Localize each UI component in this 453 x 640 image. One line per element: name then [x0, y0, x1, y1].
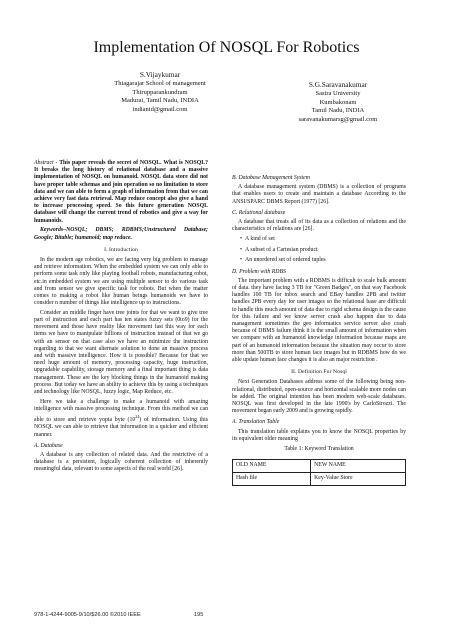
author-affiliation: Sastra University	[315, 90, 361, 97]
paragraph: The important problem with a RDBMS is difficult to scale bulk amount of data. they have facing 3 TB for "Green Badges", on that way Facebook handles 100 TB for inbox search and EBay handles 2PB and twitter handles 2PB every day for user images so the relational base are difficult to handle this much amount of data due to rigid schema design is the cause for this failure and we know server crash also happen due to data management sometimes the geo informatics service server also crash because of DBMS failure think it is the small amount of information when we compare with an humanoid knowledge information because maps are part of an humanoid information because the situation may occur to store more than 500TB to store human face images but in RDBMS how do we able update human face changes it is also an major restriction .	[232, 277, 406, 363]
paper-title: Implementation Of NOSQL For Robotics	[93, 39, 360, 56]
superscript: 24	[135, 414, 140, 420]
paragraph: A database is any collection of related data. And the restrictive of a database is a persistent, logically coherent collection of inherently meaningful data, relevant to some aspects of the real world [26].	[34, 451, 208, 473]
paragraph: A database management system (DBMS) is a collection of programs that enables users to create and maintain a database According to the ANSI/SPARC DBMS Report (1977) [26].	[232, 184, 406, 205]
table-header-row	[233, 459, 406, 472]
section-heading: I. Introduction	[104, 246, 138, 253]
section-heading: II. Definition For Nosql	[291, 369, 347, 376]
author-block-1	[85, 70, 235, 114]
author-affiliation: Thiagarajar School of management	[114, 80, 206, 87]
keywords: Keywords–NOSQL; DBMS; RDBMS;Unstructured Database; Google; Bitable; humanoid; map reduce.	[34, 227, 208, 241]
abstract-text: This paper reveals the secret of NOSQL. What is NOSQL? It breaks the long history of relational database and a massive implementation of NOSQL on humanoid. NOSQL data store did not have proper table schemas and join operation so no limitation to store data and we can able to form a graph of information from that we can achieve very fast data retrieval. Map reduce concept also give a hand to increase processing speed. So this future generation NOSQL database will change the current trend of robotics and give a way for humanoids.	[34, 160, 208, 224]
paragraph	[34, 399, 208, 439]
list-item: • An unordered set of ordered tuples	[240, 257, 406, 264]
table-header-cell: NEW NAME	[311, 459, 406, 472]
bullet-list	[232, 236, 406, 265]
subsection-heading: A. Translation Table	[232, 419, 280, 426]
subsection-heading: C. Relational database	[232, 209, 286, 216]
paragraph-text: ) of information. Using this NOSQL we can able to retrieve that information in a quicker and efficient manner.	[34, 417, 208, 438]
list-item: • A subset of a Cartesian product	[240, 247, 406, 254]
paragraph: A database that treats all of its data as a collection of relations and the characteristics of relations are [26].	[232, 219, 406, 233]
left-column	[34, 160, 208, 476]
table-row	[233, 472, 406, 485]
author-email: indianid@gmail.com	[132, 105, 188, 113]
paragraph: Next Generation Databases address some of the following being non-relational, distributed, open-source and horizontal scalable more nodes can be added. The original intention has been modern web-scale databases. NOSQL was first developed in the late 1990's by CarloStrozzi. The movement began early 2009 and is growing rapidly.	[232, 379, 406, 415]
table-cell: Hash file	[233, 472, 311, 485]
isbn-copyright: 978-1-4244-9005-9/10/$26.00 ©2010 IEEE	[34, 612, 141, 618]
author-affiliation: Tamil Nadu, INDIA	[311, 107, 365, 115]
abstract	[34, 160, 208, 225]
abstract-lead: Abstract -	[34, 160, 58, 166]
author-affiliation: Madurai, Tamil Nadu, INDIA	[121, 97, 199, 105]
page-number: 195	[194, 612, 204, 618]
table-cell: Key-Value Store	[311, 472, 406, 485]
subsection-heading: D. Problem with RDBS	[232, 268, 286, 275]
author-affiliation: Kumbakonam	[319, 98, 357, 106]
author-email: saravanakumarsg@gmail.com	[298, 115, 378, 123]
paragraph: In the modern age robotics, we are facing very big problem to manage and retrieve information. When the embedded system we can only able to perform some task only like playing football robots, manufacturing robot, etc.in embedded system we are using multiple sensor to do various task and from sensor we give specific task for robots. But when the matter comes to making a robot like human beings humanoids we have to consider n number of things like intelligence up to instructions.	[34, 256, 208, 307]
table-caption: Table 1: Keyword Translation	[284, 445, 354, 452]
table-header-cell: OLD NAME	[233, 459, 311, 472]
author-name: S.Vijaykumar	[139, 70, 181, 79]
keyword-table	[232, 459, 406, 486]
right-column	[232, 163, 406, 486]
paragraph: Consider an middle finger have tree joints for that we want to give tree part of instruction and each part has ten states fuzzy sets (0to9) for the movement and those have reality like movement fast this way for each items we have to manipulate billions of instruction instead of that we go with an sensor on that case also we have an minimize the instruction regarding to that we want alternate solution to done an massive process and with massive intelligence. How it is possible? Because for that we need huge amount of memory, processing capacity, huge instruction, upgradable capability, storage memory and a final important thing is data management. These are the key blocking things in the humanoid making process. But today we have an ability to achieve this by using a techniques and technology like NOSQL, fuzzy logic, Map Reduce, etc.	[34, 309, 208, 396]
subsection-heading: A. Database	[34, 442, 63, 449]
author-name: S.G.Saravanakumar	[308, 80, 368, 89]
paragraph-text: Here we take a challenge to make a humanoid with amazing intelligence with massive processing technique. From this method we can able to store and retrieve yopta byte (10	[34, 398, 208, 424]
paragraph: This translation table explains you to know the NOSQL properties by its equivalent older meaning	[232, 428, 406, 442]
author-block-2	[258, 80, 418, 124]
author-affiliation: Thirupparankundram	[132, 88, 188, 96]
subsection-heading: B. Database Management System	[232, 175, 310, 181]
list-item: • A kind of set	[240, 236, 406, 243]
